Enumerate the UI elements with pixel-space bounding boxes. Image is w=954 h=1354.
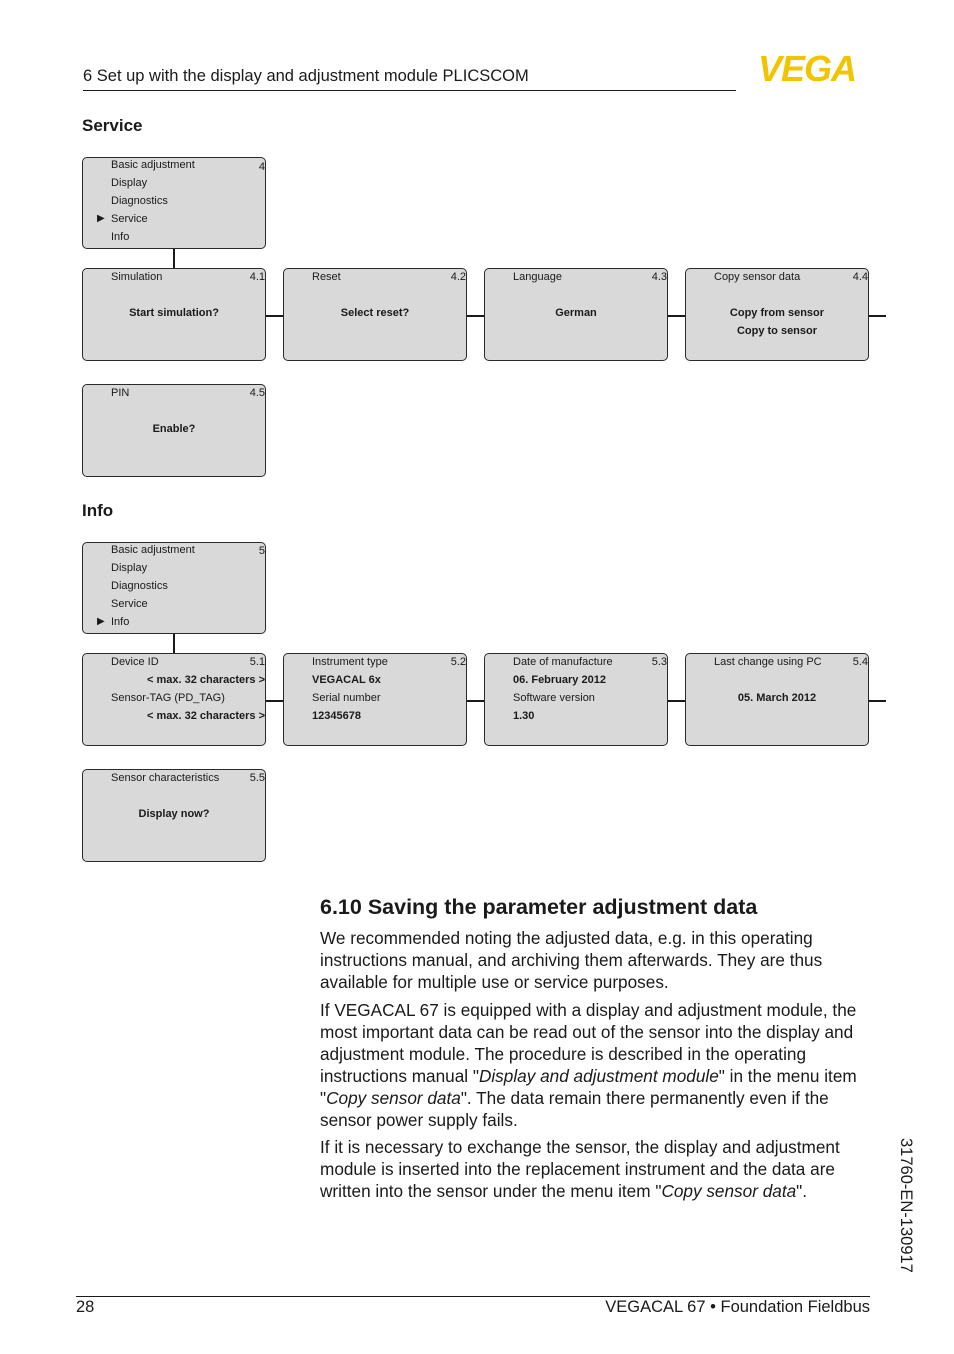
service-menu-box bbox=[82, 157, 266, 249]
service-heading: Service bbox=[82, 116, 143, 135]
paragraph-2-text: ". The data remain there permanently even if the sensor power supply fails. bbox=[320, 1087, 829, 1130]
connector-line bbox=[266, 315, 284, 317]
software-version-label: Software version bbox=[513, 692, 595, 704]
footer-divider bbox=[76, 1296, 870, 1297]
logo-text: VEGA bbox=[757, 52, 857, 84]
menu-item-display: Display bbox=[111, 562, 148, 574]
copy-number: 4.4 bbox=[852, 271, 868, 283]
instrument-type-value: VEGACAL 6x bbox=[312, 674, 381, 686]
device-id-box bbox=[82, 653, 266, 746]
characteristics-value: Display now? bbox=[138, 808, 210, 820]
simulation-box bbox=[82, 268, 266, 361]
connector-line bbox=[266, 700, 284, 702]
paragraph-3-text: If it is necessary to exchange the sensor, the display and adjustment module is inserted into the replacement instrument and the data are written into the sensor under the menu item " bbox=[320, 1137, 840, 1201]
device-id-title: Device ID bbox=[111, 656, 159, 668]
emphasis-display-module: Display and adjustment module bbox=[478, 1065, 719, 1086]
info-menu-box bbox=[82, 542, 266, 634]
instrument-type-title: Instrument type bbox=[312, 656, 388, 668]
serial-number-value: 12345678 bbox=[312, 710, 361, 722]
menu-item-service: Service bbox=[111, 213, 148, 225]
menu-item-display: Display bbox=[111, 177, 148, 189]
pin-title: PIN bbox=[111, 387, 130, 399]
simulation-number: 4.1 bbox=[249, 271, 265, 283]
paragraph-2 bbox=[320, 1000, 880, 1131]
paragraph-1: We recommended noting the adjusted data, e.g. in this operating instructions manual, and archiving them afterwards. They are thus available for multiple use or service purposes. bbox=[320, 928, 823, 992]
manufacture-date-value: 06. February 2012 bbox=[513, 674, 606, 686]
menu-item-diagnostics: Diagnostics bbox=[111, 195, 168, 207]
vega-logo bbox=[741, 52, 873, 84]
simulation-title: Simulation bbox=[111, 271, 163, 283]
sensor-characteristics-box bbox=[82, 769, 266, 862]
copy-to-sensor: Copy to sensor bbox=[736, 325, 818, 337]
paragraph-2-text: " in the menu item " bbox=[320, 1065, 857, 1108]
menu-item-diagnostics: Diagnostics bbox=[111, 580, 168, 592]
service-menu-number: 4 bbox=[258, 161, 265, 173]
footer-product: VEGACAL 67 • Foundation Fieldbus bbox=[605, 1298, 870, 1316]
characteristics-title: Sensor characteristics bbox=[111, 772, 220, 784]
connector-line bbox=[173, 249, 175, 269]
language-title: Language bbox=[513, 271, 562, 283]
reset-title: Reset bbox=[312, 271, 341, 283]
section-heading: 6.10 Saving the parameter adjustment data bbox=[320, 895, 758, 919]
last-change-box bbox=[685, 653, 869, 746]
last-change-number: 5.4 bbox=[852, 656, 868, 668]
language-number: 4.3 bbox=[651, 271, 667, 283]
last-change-title: Last change using PC bbox=[714, 656, 822, 668]
menu-item-basic-adjustment: Basic adjustment bbox=[111, 159, 195, 171]
connector-line bbox=[869, 315, 886, 317]
connector-line bbox=[668, 700, 686, 702]
paragraph-2-text: If VEGACAL 67 is equipped with a display and adjustment module, the most important data can be read out of the sensor into the display and adjustment module. The procedure is described in the operating instructions manual " bbox=[320, 1000, 857, 1086]
manufacture-title: Date of manufacture bbox=[513, 656, 613, 668]
simulation-value: Start simulation? bbox=[129, 307, 219, 319]
manufacture-number: 5.3 bbox=[651, 656, 667, 668]
emphasis-copy-sensor-data: Copy sensor data bbox=[661, 1180, 797, 1201]
selection-arrow-icon: ▶ bbox=[97, 213, 105, 224]
serial-number-label: Serial number bbox=[312, 692, 381, 704]
connector-line bbox=[668, 315, 686, 317]
pin-box bbox=[82, 384, 266, 477]
reset-number: 4.2 bbox=[450, 271, 466, 283]
instrument-type-number: 5.2 bbox=[450, 656, 466, 668]
software-version-value: 1.30 bbox=[513, 710, 535, 722]
info-menu-number: 5 bbox=[258, 545, 265, 557]
connector-line bbox=[467, 315, 485, 317]
selection-arrow-icon: ▶ bbox=[97, 616, 105, 627]
pin-number: 4.5 bbox=[249, 387, 265, 399]
running-header: 6 Set up with the display and adjustment module PLICSCOM bbox=[83, 67, 529, 85]
language-value: German bbox=[555, 307, 597, 319]
header-divider bbox=[83, 90, 736, 91]
page-number: 28 bbox=[76, 1298, 95, 1316]
copy-title: Copy sensor data bbox=[714, 271, 801, 283]
menu-item-info: Info bbox=[111, 616, 130, 628]
connector-line bbox=[467, 700, 485, 702]
instrument-type-box bbox=[283, 653, 467, 746]
copy-from-sensor: Copy from sensor bbox=[729, 307, 825, 319]
document-id: 31760-EN-130917 bbox=[897, 1138, 915, 1273]
paragraph-3 bbox=[320, 1137, 880, 1203]
device-id-number: 5.1 bbox=[249, 656, 265, 668]
sensor-tag-label: Sensor-TAG (PD_TAG) bbox=[111, 692, 225, 704]
connector-line bbox=[173, 634, 175, 654]
language-box bbox=[484, 268, 668, 361]
paragraph-3-text: ". bbox=[796, 1180, 808, 1201]
date-of-manufacture-box bbox=[484, 653, 668, 746]
emphasis-copy-sensor-data: Copy sensor data bbox=[326, 1087, 461, 1108]
menu-item-info: Info bbox=[111, 231, 130, 243]
info-heading: Info bbox=[82, 501, 114, 520]
device-id-value: < max. 32 characters > bbox=[146, 674, 265, 686]
menu-item-service: Service bbox=[111, 598, 148, 610]
last-change-value: 05. March 2012 bbox=[737, 692, 817, 704]
pin-value: Enable? bbox=[152, 423, 196, 435]
sensor-tag-value: < max. 32 characters > bbox=[146, 710, 265, 722]
characteristics-number: 5.5 bbox=[249, 772, 265, 784]
menu-item-basic-adjustment: Basic adjustment bbox=[111, 544, 195, 556]
reset-box bbox=[283, 268, 467, 361]
copy-sensor-data-box bbox=[685, 268, 869, 361]
vega-logo-graphic bbox=[741, 52, 873, 84]
reset-value: Select reset? bbox=[340, 307, 410, 319]
connector-line bbox=[869, 700, 886, 702]
